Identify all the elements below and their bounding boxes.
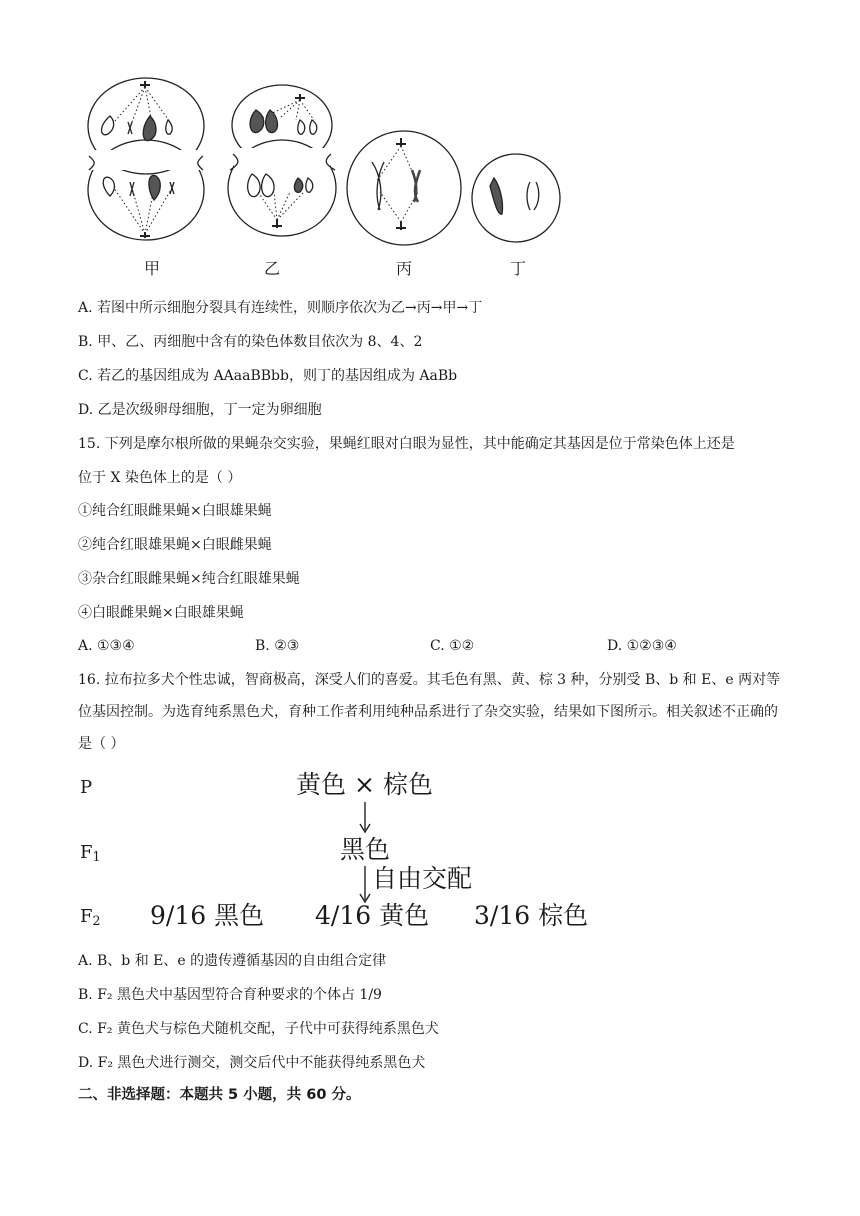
- q16-option-b: B. F₂ 黑色犬中基因型符合育种要求的个体占 1/9: [78, 987, 382, 1003]
- q16-option-c: C. F₂ 黄色犬与棕色犬随机交配，子代中可获得纯系黑色犬: [78, 1021, 439, 1037]
- q14-option-b: B. 甲、乙、丙细胞中含有的染色体数目依次为 8、4、2: [78, 334, 423, 350]
- q15-stem-line1: 15. 下列是摩尔根所做的果蝇杂交实验，果蝇红眼对白眼为显性，其中能确定其基因是位于常染色体上还是: [78, 436, 735, 452]
- cross-arrow-note: 自由交配: [372, 864, 473, 893]
- cross-f1: 黑色: [340, 835, 391, 864]
- cross-p-label: P: [80, 777, 93, 798]
- q14-option-c: C. 若乙的基因组成为 AAaaBBbb，则丁的基因组成为 AaBb: [78, 368, 458, 384]
- cell-yi: [228, 85, 336, 236]
- q15-option-c: C. ①②: [430, 638, 475, 654]
- cross-parents: 黄色 × 棕色: [296, 770, 433, 799]
- q15-item-1: ①纯合红眼雌果蝇×白眼雄果蝇: [78, 503, 272, 519]
- cell-jia: [88, 78, 204, 240]
- cross-f2-yellow: 4/16 黄色: [315, 901, 430, 930]
- q15-item-4: ④白眼雌果蝇×白眼雄果蝇: [78, 605, 244, 621]
- q16-stem: 16. 拉布拉多犬个性忠诚，智商极高，深受人们的喜爱。其毛色有黑、黄、棕 3 种，分别受 B、b 和 E、e 两对等位基因控制。为选育纯系黑色犬，育种工作者利用纯种品系进行了杂交实验，结果如下图所示。相关叙述不正确的是（ ）: [78, 672, 781, 752]
- cell-label-yi: 乙: [264, 259, 281, 278]
- section-heading: 二、非选择题：本题共 5 小题，共 60 分。: [78, 1087, 361, 1103]
- q15-item-2: ②纯合红眼雄果蝇×白眼雌果蝇: [78, 537, 272, 553]
- q16-option-a: A. B、b 和 E、e 的遗传遵循基因的自由组合定律: [78, 953, 387, 969]
- cell-division-figure: [70, 70, 570, 260]
- q15-item-3: ③杂合红眼雌果蝇×纯合红眼雄果蝇: [78, 571, 300, 587]
- q16-option-d: D. F₂ 黑色犬进行测交，测交后代中不能获得纯系黑色犬: [78, 1055, 426, 1071]
- q15-option-d: D. ①②③④: [607, 638, 677, 654]
- q14-option-d: D. 乙是次级卵母细胞，丁一定为卵细胞: [78, 402, 322, 418]
- cell-label-bing: 丙: [396, 259, 413, 278]
- cell-bing: [347, 131, 461, 245]
- q15-stem-line2: 位于 X 染色体上的是（ ）: [78, 470, 242, 486]
- cell-label-jia: 甲: [144, 259, 161, 278]
- cross-f1-label: $F_1$: [80, 842, 101, 864]
- cross-f2-black: 9/16 黑色: [150, 901, 265, 930]
- cross-arrows: [355, 800, 375, 905]
- cross-f2-brown: 3/16 棕色: [474, 901, 589, 930]
- q15-option-b: B. ②③: [255, 638, 300, 654]
- cell-ding: [472, 154, 560, 242]
- q15-option-a: A. ①③④: [78, 638, 135, 654]
- cross-f2-label: $F_2$: [80, 906, 101, 928]
- q14-option-a: A. 若图中所示细胞分裂具有连续性，则顺序依次为乙→丙→甲→丁: [78, 300, 483, 316]
- cell-label-ding: 丁: [510, 259, 527, 278]
